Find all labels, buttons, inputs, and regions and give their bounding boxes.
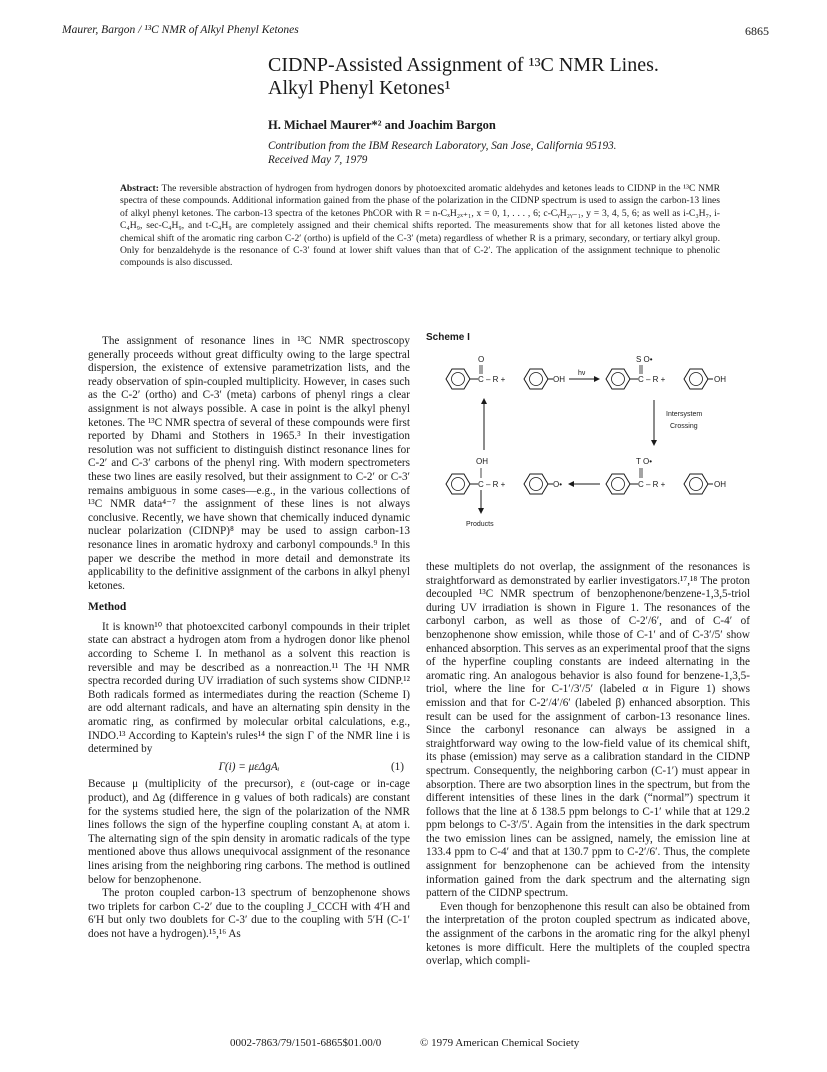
products-label: Products xyxy=(466,521,494,528)
phenol-ring xyxy=(684,474,708,494)
section-heading-method: Method xyxy=(88,601,127,614)
singlet-state-label: S O• xyxy=(636,355,653,364)
paragraph: Even though for benzophenone this result can also be obtained from the interpretation of the proton coupled spectrum as indicated above, the assignment of the carbons in the aromatic ring for the alkyl phenyl ketones is more difficult. Here the multiplets of the coupled spectra overlap, which compli- xyxy=(426,900,750,968)
ring-circle xyxy=(452,478,465,491)
hydroxyl-label: OH xyxy=(714,375,726,384)
ring-circle xyxy=(612,478,625,491)
paragraph: The proton coupled carbon-13 spectrum of benzophenone shows two triplets for carbon C-2′ due to the coupling J_CCCH with 4′H and 6′H but only two doublets for C-3′ due to the coupling with 5′H (C-1′ does not have a hydrogen).¹⁵,¹⁶ As xyxy=(88,887,410,940)
ring-circle xyxy=(452,373,465,386)
received-date: Received May 7, 1979 xyxy=(268,154,368,166)
arrow-head xyxy=(478,508,484,514)
abstract-text: The reversible abstraction of hydrogen from hydrogen donors by photoexcited aromatic aldehydes and ketones leads to CIDNP in the ¹³C NMR spectra of these compounds. Additional information gained from the phase of the polarization in the CIDNP spectrum is used to assign the carbon-13 lines of alkyl phenyl ketones. The carbon-13 spectra of the ketones PhCOR with R = n-CₓH₂ₓ₊₁, x = 0, 1, . . . , 6; c-CᵧH₂ᵧ₋₁, y = 3, 4, 5, 6; as well as i-C₃H₇, i-C₄H₉, sec-C₄H₉, and t-C₄H₉ are completely assigned and their chemical shifts reported. The measurements show that for all ketones listed above the chemical shift of the aromatic ring carbon C-2′ (ortho) is upfield of the C-3′ (meta) regardless of whether R is a primary, secondary, or tertiary alkyl group. Only for benzaldehyde is the resonance of C-3′ found at lower shift values than that of C-2′. The application of the assignment technique to phenolic compounds is also discussed. xyxy=(120,183,720,269)
benzene-ring xyxy=(606,474,630,494)
benzene-ring xyxy=(606,369,630,389)
equation-text: Γ(i) = μεΔgAᵢ xyxy=(218,760,280,773)
running-head: Maurer, Bargon / ¹³C NMR of Alkyl Phenyl Ketones xyxy=(62,24,299,36)
benzene-ring xyxy=(446,369,470,389)
ketone-fragment-label: C – R + xyxy=(638,480,666,489)
left-column xyxy=(88,335,410,942)
phenol-ring xyxy=(684,369,708,389)
arrow-head xyxy=(651,440,657,446)
ring-circle xyxy=(690,478,703,491)
arrow-head xyxy=(568,481,574,487)
equation-number: (1) xyxy=(390,760,404,773)
authors: H. Michael Maurer*² and Joachim Bargon xyxy=(268,118,496,132)
scheme-diagram xyxy=(426,332,746,532)
affiliation xyxy=(268,139,616,167)
phenoxy-radical-label: O• xyxy=(553,480,563,489)
benzene-ring xyxy=(446,474,470,494)
ketone-fragment-label: C – R + xyxy=(638,375,666,384)
ketyl-fragment-label: C – R + xyxy=(478,480,506,489)
affiliation-line: Contribution from the IBM Research Laboratory, San Jose, California 95193. xyxy=(268,140,617,152)
hydroxyl-label: OH xyxy=(714,480,726,489)
ring-circle xyxy=(530,373,543,386)
ketone-fragment-label: C – R + xyxy=(478,375,506,384)
abstract xyxy=(120,183,720,270)
right-column xyxy=(426,561,750,969)
ring-circle xyxy=(690,373,703,386)
ring-circle xyxy=(612,373,625,386)
article-title xyxy=(268,54,659,100)
copyright: © 1979 American Chemical Society xyxy=(420,1037,580,1049)
issn-code: 0002-7863/79/1501-6865$01.00/0 xyxy=(230,1037,382,1049)
paragraph: It is known¹⁰ that photoexcited carbonyl compounds in their triplet state can abstract a hydrogen atom from a hydrogen donor like phenol according to Scheme I. In methanol as a solvent this reaction is reversible and may be described as a nonreaction.¹¹ The ¹H NMR spectra recorded during UV irradiation of such systems show CIDNP.¹² Both radicals formed as intermediates during the reaction (Scheme I) are odd alternant radicals, and have an alternating spin density in the aromatic ring, as confirmed by molecular orbital calculations, e.g., INDO.¹³ According to Kaptein's rules¹⁴ the sign Γ of the NMR line i is determined by xyxy=(88,620,410,756)
title-line-1: CIDNP-Assisted Assignment of ¹³C NMR Lines. xyxy=(268,54,659,76)
arrow-head xyxy=(594,376,600,382)
intersystem-label: Intersystem xyxy=(666,411,703,418)
ring-circle xyxy=(530,478,543,491)
paragraph: The assignment of resonance lines in ¹³C NMR spectroscopy generally proceeds without great difficulty owing to the large spectral dispersion, the existence of extensive parametrization lists, and the ready observation of spin-coupled multiplicity. However, in cases such as the C-2′ (ortho) and C-3′ (meta) carbons of phenyl rings a clear assignment is not always possible. A case in point is the alkyl phenyl ketones. The ¹³C NMR spectra of several of these compounds were first reported by Dhami and Stothers in 1965.³ In their investigation resolution was not sufficient to distinguish distinct resonance lines for C-2′ and C-3′ carbons of the phenyl ring. With modern spectrometers these two lines are easily resolved, but their assignment to C-2′ or C-3′ remains ambiguous in some cases—e.g., in the various collections of ¹³C NMR data⁴⁻⁷ the assignment of these lines is not always conclusive. Recently, we have shown that chemically induced dynamic nuclear polarization (CIDNP)⁸ may be used to assign carbon-13 resonance lines in aromatic hydroxy and carbonyl compounds.⁹ In this paper we describe the method in more detail and demonstrate its applicability to the definitive assignment of the carbons in alkyl phenyl ketones. xyxy=(88,335,410,592)
abstract-label: Abstract: xyxy=(120,183,159,194)
arrow-head xyxy=(481,398,487,404)
carbonyl-oxygen-label: O xyxy=(478,355,485,364)
page-number: 6865 xyxy=(745,24,769,38)
scheme-label: Scheme I xyxy=(426,332,470,343)
hv-label: hν xyxy=(578,370,586,377)
phenol-ring xyxy=(524,369,548,389)
equation-1 xyxy=(88,761,410,775)
triplet-state-label: T O• xyxy=(636,457,652,466)
ketyl-hydroxyl-label: OH xyxy=(476,457,488,466)
scheme-1 xyxy=(426,332,746,532)
paragraph: Because μ (multiplicity of the precursor), ε (out-cage or in-cage product), and Δg (difference in g values of both radicals) are constant for the systems studied here, the sign of the polarization of the NMR lines follows the sign of the hyperfine coupling constant Aᵢ at atom i. The alternating sign of the spin density in aromatic radicals of the type mentioned above thus allows unequivocal assignment of the resonance lines arising from the neighboring ring carbons. The method is outlined below for benzophenone. xyxy=(88,778,410,886)
title-line-2: Alkyl Phenyl Ketones¹ xyxy=(268,77,451,99)
paragraph: these multiplets do not overlap, the assignment of the resonances is straightforward as demonstrated by earlier investigators.¹⁷,¹⁸ The proton decoupled ¹³C NMR spectrum of benzophenone/benzene-1,3,5-triol during UV irradiation is shown in Figure 1. The resonances of the carbonyl carbon, as well as those of C-2′/6′, and of C-4′ of benzophenone show emission, while those of C-1′ and of C-3′/5′ show enhanced absorption. This serves as an experimental proof that the signs of the hyperfine coupling constants are indeed alternating in the aromatic ring. An analogous behavior is also found for benzene-1,3,5-triol, where the line for C-1′/3′/5′ (labeled α in Figure 1) shows emission and that for C-2′/4′/6′ (labeled β) enhanced absorption. This result can be used for the assignment of carbon-13 resonance lines. Since the carbonyl resonance can always be assigned in a straightforward way owing to the low-field value of its chemical shift, its phase (emission) may serve as a calibration standard in the CIDNP spectrum. Consequently, the neighboring carbon (C-1′) must appear in absorption. There are two absorption lines in the spectrum, but from the different intensities of these lines in the dark (“normal”) spectrum it follows that the line at δ 138.5 ppm belongs to C-1′ while that at 129.2 ppm belongs to C-3′/5′. Again from the intensities in the dark spectrum the two emission lines can be assigned, namely, the emission line at 133.4 ppm to C-4′ and that at 130.7 ppm to C-2′/6′. Thus, the complete assignment for benzophenone can be achieved from the intensity information gained from the dark spectrum and the alternating sign pattern of the CIDNP spectrum. xyxy=(426,561,750,900)
crossing-label: Crossing xyxy=(670,423,698,430)
phenoxy-ring xyxy=(524,474,548,494)
hydroxyl-label: OH xyxy=(553,375,565,384)
